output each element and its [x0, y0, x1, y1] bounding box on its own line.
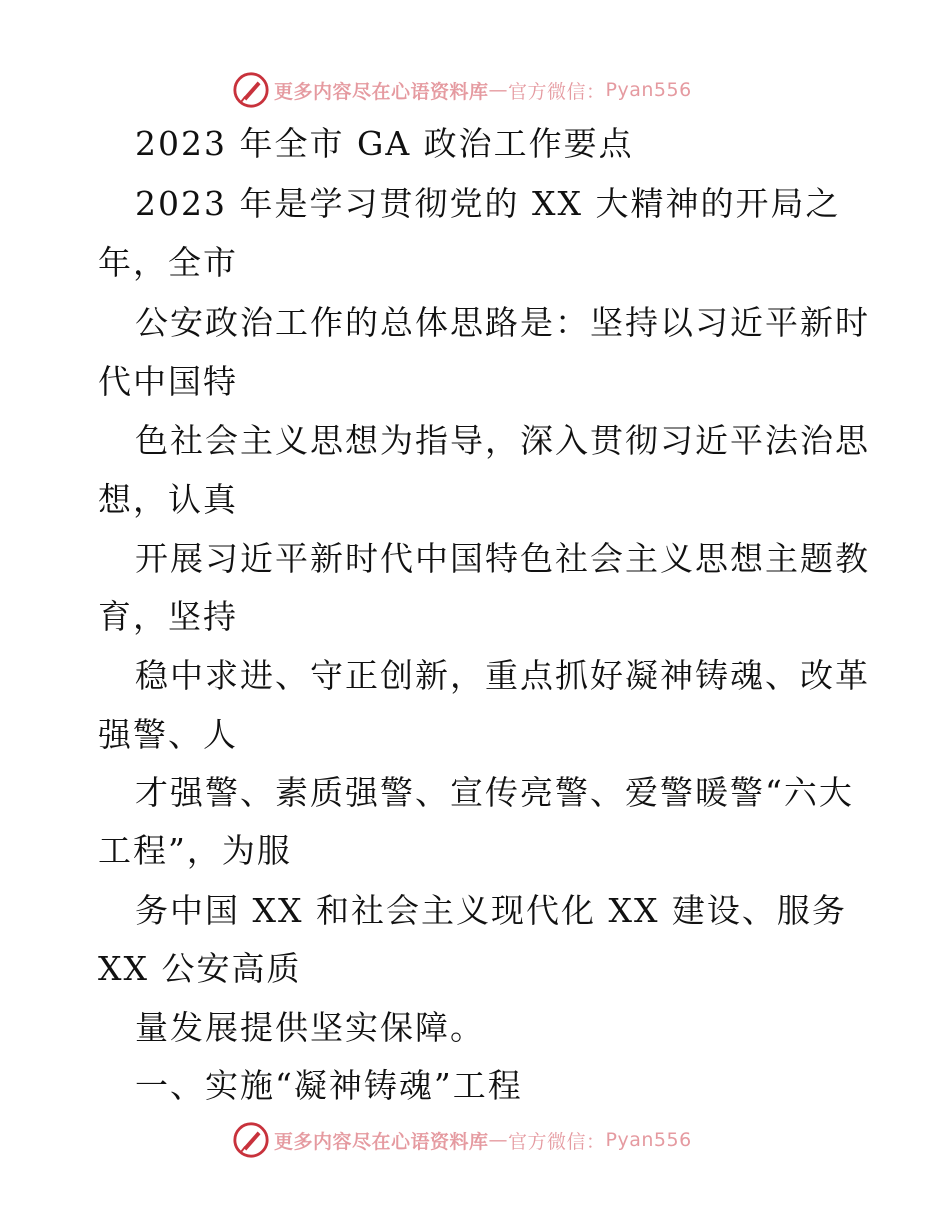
header-watermark	[232, 70, 692, 110]
watermark-id: Pyan556	[605, 79, 692, 101]
paragraph-line: 公安政治工作的总体思路是：坚持以习近平新时	[135, 303, 870, 342]
paragraph-line: 强警、人	[98, 715, 238, 754]
footer-watermark	[232, 1120, 692, 1160]
paragraph-line: 想，认真	[98, 480, 238, 519]
section-heading: 一、实施“凝神铸魂”工程	[135, 1066, 523, 1105]
paragraph-line: XX 公安高质	[98, 949, 302, 988]
paragraph-line: 才强警、素质强警、宣传亮警、爱警暖警“六大	[135, 773, 854, 812]
quill-logo-icon	[232, 1121, 270, 1159]
paragraph-line: 色社会主义思想为指导，深入贯彻习近平法治思	[135, 421, 870, 460]
paragraph-line: 工程”，为服	[98, 831, 292, 870]
watermark-brand: 更多内容尽在心语资料库	[274, 1130, 489, 1153]
paragraph-line: 育，坚持	[98, 597, 238, 636]
paragraph-line: 开展习近平新时代中国特色社会主义思想主题教	[135, 539, 870, 578]
watermark-dash: —	[488, 79, 509, 101]
watermark-label: 官方微信：	[508, 1130, 606, 1153]
document-title: 2023 年全市 GA 政治工作要点	[135, 124, 634, 163]
watermark-dash: —	[488, 1129, 509, 1151]
watermark-id: Pyan556	[605, 1129, 692, 1151]
paragraph-line: 量发展提供坚实保障。	[135, 1008, 485, 1047]
paragraph-line: 代中国特	[98, 362, 238, 401]
quill-logo-icon	[232, 71, 270, 109]
watermark-brand: 更多内容尽在心语资料库	[274, 80, 489, 103]
paragraph-line: 年，全市	[98, 243, 238, 282]
paragraph-line: 2023 年是学习贯彻党的 XX 大精神的开局之	[135, 184, 841, 223]
paragraph-line: 稳中求进、守正创新，重点抓好凝神铸魂、改革	[135, 656, 870, 695]
paragraph-line: 务中国 XX 和社会主义现代化 XX 建设、服务	[135, 891, 847, 930]
watermark-label: 官方微信：	[508, 80, 606, 103]
